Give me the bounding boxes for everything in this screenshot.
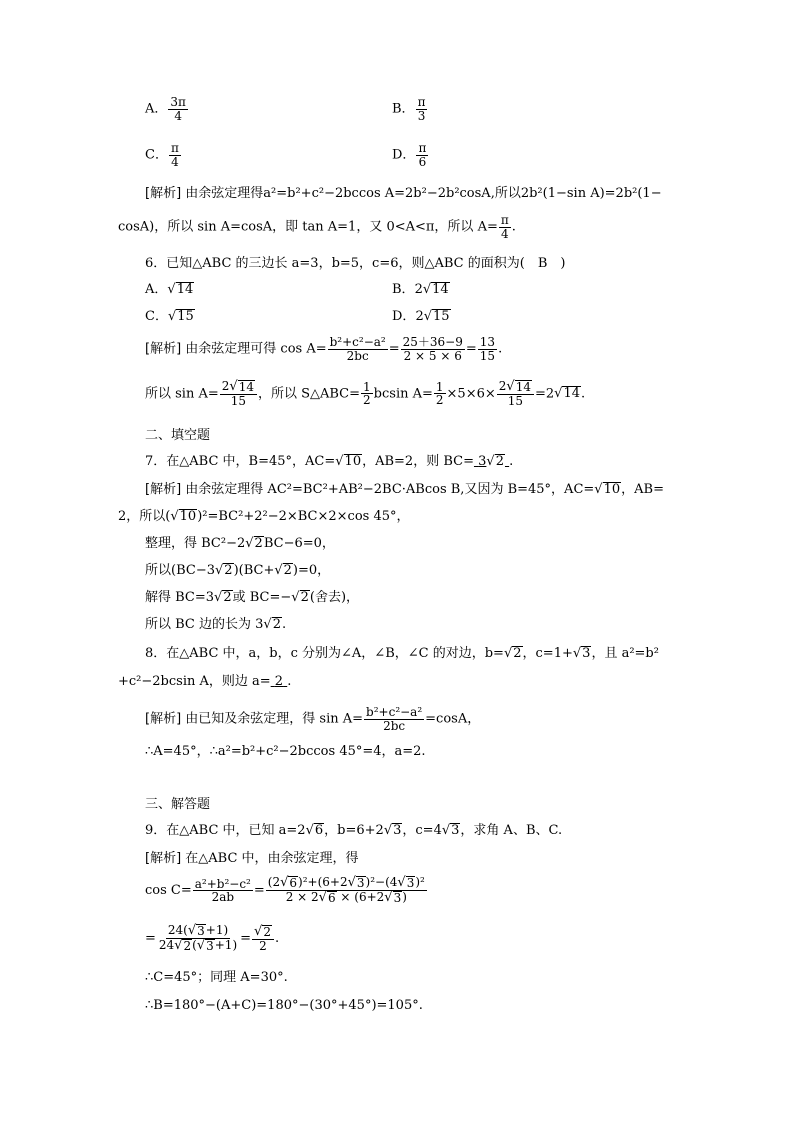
- solution-text: cosA)，所以 sin A=cosA，即 tan A=1，又 0<A<π，所以 A=: [118, 219, 498, 235]
- section-heading-fill-in: 二、填空题: [145, 428, 211, 443]
- q6-option-c: [145, 309, 195, 325]
- option-label: C．: [145, 147, 168, 163]
- option-label: B．: [392, 101, 415, 117]
- fraction-denominator: 3: [417, 108, 426, 123]
- fraction-numerator: 3π: [170, 95, 186, 109]
- q9-solution-line5: ∴B=180°−(A+C)=180°−(30°+45°)=105°.: [145, 998, 423, 1013]
- q5-option-b: [392, 96, 428, 122]
- option-label: D．: [392, 147, 416, 163]
- option-label: A．: [145, 282, 168, 297]
- q9-solution-line4: ∴C=45°；同理 A=30°.: [145, 970, 288, 985]
- solution-tag: [解析]: [145, 482, 182, 497]
- q5-option-d: [392, 142, 429, 168]
- sqrt-expression: √ 14: [422, 282, 449, 297]
- answer-blank: 3 √ 2: [478, 454, 504, 469]
- q5-solution-line1: [145, 186, 662, 202]
- section-heading-solve: 三、解答题: [145, 797, 211, 812]
- q7-solution-line1: [解析] 由余弦定理得 AC²=BC²+AB²−2BC·ABcos B,又因为 B=45°，AC= √ 10 ，AB=: [145, 482, 664, 497]
- fraction-numerator: π: [417, 95, 426, 109]
- q7-solution-line3: 整理，得 BC²−2 √ 2 BC−6=0，: [145, 536, 335, 551]
- q5-option-a: [145, 96, 189, 122]
- q9-solution-line2: cos C= $\frac{\text{a²+b²−c²}}{2ab}$ = (2 √ 6 )²+(6+2 √ 3 )²−(4 √ 3 )² 2 × 2 √ 6 × (6+2 √ 3 ): [145, 875, 425, 906]
- q6-solution-line2: 所以 sin A= 2 √ 14 15 ，所以 S△ABC= $\frac{1}{2}$ bcsin A= $\frac{1}{2}$ ×5×6× 2 √ 14 15 =2 √ 14 .: [145, 379, 586, 409]
- option-label: D．: [392, 309, 416, 324]
- q7-solution-line6: 所以 BC 边的长为 3 √ 2 .: [145, 617, 287, 632]
- question-text: 6．已知△ABC 的三边长 a=3，b=5，c=6，则△ABC 的面积为( B ): [145, 256, 566, 271]
- q9-solution-line1: [解析] 在△ABC 中，由余弦定理，得: [145, 851, 359, 866]
- solution-tag: [解析]: [145, 711, 182, 727]
- q8-solution-line1: [解析] 由已知及余弦定理，得 sin A= $\frac{\text{b²+c²−a²}}{2bc}$ =cosA，: [145, 705, 481, 733]
- fraction-numerator: π: [170, 141, 179, 155]
- fraction-denominator: 4: [500, 226, 509, 241]
- q8-solution-line2: ∴A=45°，∴a²=b²+c²−2bccos 45°=4，a=2.: [145, 744, 426, 759]
- q7-solution-line4: 所以(BC−3 √ 2 )(BC+ √ 2 )=0，: [145, 563, 331, 578]
- q7-solution-line5: 解得 BC=3 √ 2 或 BC=− √ 2 (舍去)，: [145, 590, 360, 605]
- option-label: B．: [392, 282, 415, 297]
- option-label: A．: [145, 101, 168, 117]
- q6-option-d: D．2 √ 15: [392, 309, 450, 324]
- option-label: C．: [145, 309, 168, 324]
- q5-solution-line2: cosA)，所以 sin A=cosA，即 tan A=1，又 0<A<π，所以 A= $\frac{\pi}{4}$ .: [118, 213, 516, 241]
- q8-stem-line2: +c²−2bcsin A，则边 a= 2 .: [118, 674, 292, 689]
- q7-stem: 7．在△ABC 中，B=45°，AC= √ 10 ，AB=2，则 BC= 3 √ 2 .: [145, 454, 514, 469]
- sqrt-expression: √ 15: [423, 309, 450, 324]
- q9-stem: 9．在△ABC 中，已知 a=2 √ 6 ，b=6+2 √ 3 ，c=4 √ 3 ，求角 A、B、C.: [145, 823, 563, 838]
- sqrt-expression: √ 14: [167, 282, 194, 297]
- fraction-numerator: π: [418, 141, 427, 155]
- q6-option-b: B．2 √ 14: [392, 282, 449, 297]
- q8-stem-line1: 8．在△ABC 中，a，b，c 分别为∠A，∠B，∠C 的对边，b= √ 2 ，c=1+ √ 3 ，且 a²=b²: [145, 646, 659, 661]
- solution-tag: [解析]: [145, 186, 182, 201]
- fraction-denominator: 4: [171, 154, 179, 169]
- q6-stem: [145, 256, 565, 272]
- fraction-denominator: 4: [174, 108, 182, 123]
- solution-tag: [解析]: [145, 341, 182, 357]
- q6-option-a: [145, 282, 194, 298]
- sqrt-expression: √ 15: [167, 309, 194, 324]
- answer-blank: 2: [274, 674, 284, 689]
- solution-tag: [解析]: [145, 851, 182, 866]
- q5-option-c: [145, 142, 182, 168]
- fraction-numerator: π: [500, 213, 509, 227]
- fraction-denominator: 6: [418, 154, 427, 169]
- q6-solution-line1: [解析] 由余弦定理可得 cos A= $\frac{\text{b²+c²−a²}}{2bc}$ = $\frac{25+36-9}{2 \times 5 \times 6}$ = $\frac{13}{15}$ .: [145, 335, 503, 363]
- q9-solution-line3: = 24( √ 3 +1) 24 √ 2 ( √ 3 +1) = √ 2 2 .: [145, 923, 280, 954]
- solution-text: 由余弦定理得a²=b²+c²−2bccos A=2b²−2b²cosA,所以2b²(1−sin A)=2b²(1−: [185, 186, 662, 201]
- q7-solution-line2: 2，所以( √ 10 )²=BC²+2²−2×BC×2×cos 45°，: [118, 509, 410, 524]
